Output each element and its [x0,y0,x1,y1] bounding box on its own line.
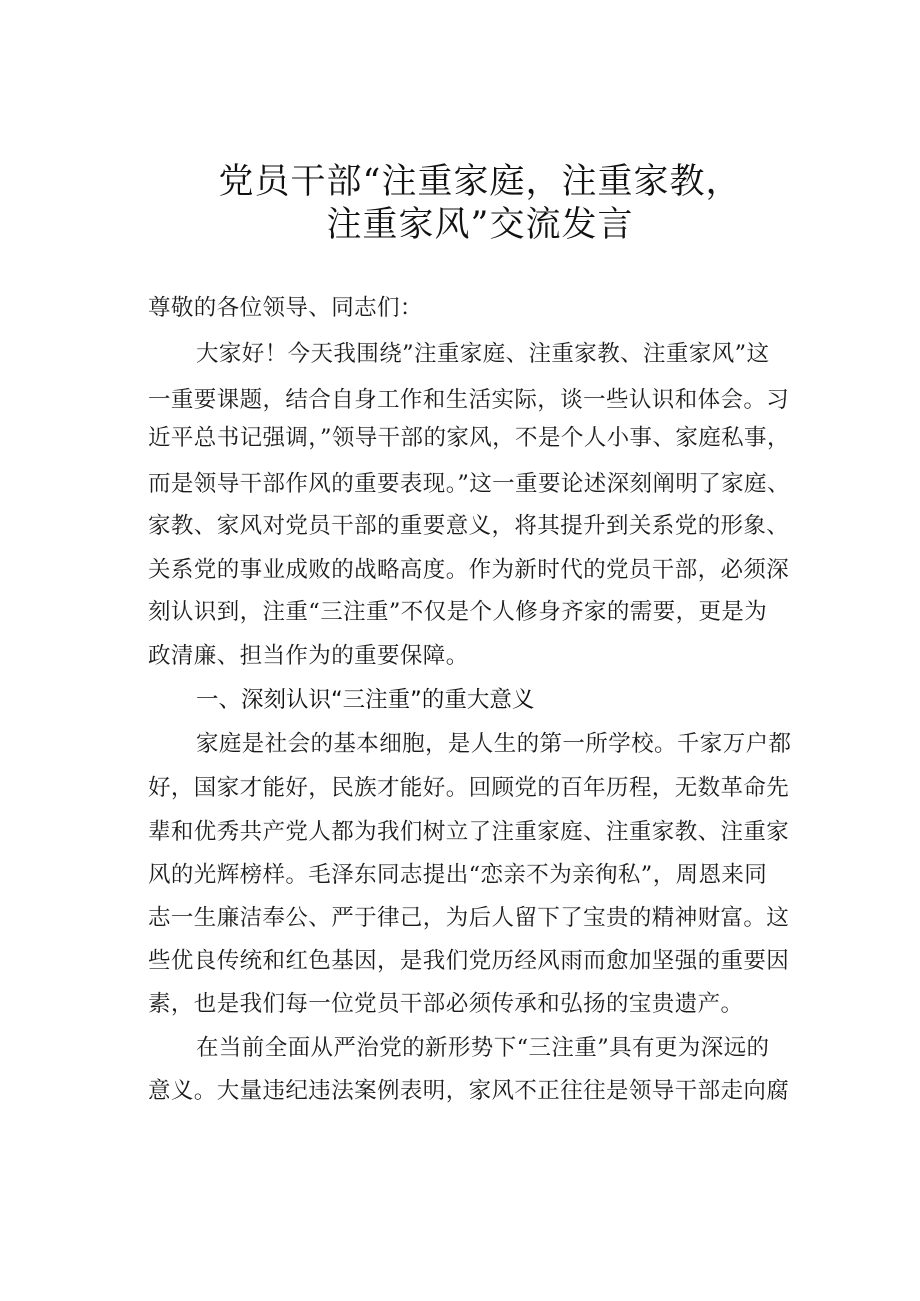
paragraph-1-line-2: 一重要课题，结合自身工作和生活实际，谈一些认识和体会。习 [148,387,790,413]
document-title-line-2: 注重家风”交流发言 [326,205,634,245]
paragraph-2-line-7: 素，也是我们每一位党员干部必须传承和弘扬的宝贵遗产。 [148,991,744,1017]
paragraph-3-line-2: 意义。大量违纪违法案例表明，家风不正往往是领导干部走向腐 [148,1078,790,1104]
paragraph-2-line-1: 家庭是社会的基本细胞，是人生的第一所学校。千家万户都 [196,731,792,757]
paragraph-2-line-4: 风的光辉榜样。毛泽东同志提出“恋亲不为亲徇私”，周恩来同 [148,862,768,888]
paragraph-2-line-2: 好，国家才能好，民族才能好。回顾党的百年历程，无数革命先 [148,775,790,801]
paragraph-1-line-1: 大家好！今天我围绕”注重家庭、注重家教、注重家风”这 [196,341,770,367]
paragraph-2-line-5: 志一生廉洁奉公、严于律己，为后人留下了宝贵的精神财富。这 [148,905,790,931]
salutation: 尊敬的各位领导、同志们： [148,295,423,321]
paragraph-1-line-7: 刻认识到，注重“三注重”不仅是个人修身齐家的需要，更是为 [148,599,768,625]
paragraph-1-line-5: 家教、家风对党员干部的重要意义，将其提升到关系党的形象、 [148,513,790,539]
paragraph-1-line-3: 近平总书记强调，”领导干部的家风，不是个人小事、家庭私事， [148,425,790,451]
paragraph-1-line-6: 关系党的事业成败的战略高度。作为新时代的党员干部，必须深 [148,557,790,583]
paragraph-1-line-8: 政清廉、担当作为的重要保障。 [148,643,469,669]
section-heading-1: 一、深刻认识“三注重”的重大意义 [196,687,535,713]
paragraph-1-line-4: 而是领导干部作风的重要表现。”这一重要论述深刻阐明了家庭、 [148,471,790,497]
paragraph-2-line-6: 些优良传统和红色基因，是我们党历经风雨而愈加坚强的重要因 [148,948,790,974]
document-title-line-1: 党员干部“注重家庭，注重家教， [218,162,742,202]
paragraph-2-line-3: 辈和优秀共产党人都为我们树立了注重家庭、注重家教、注重家 [148,819,790,845]
paragraph-3-line-1: 在当前全面从严治党的新形势下“三注重”具有更为深远的 [196,1035,770,1061]
